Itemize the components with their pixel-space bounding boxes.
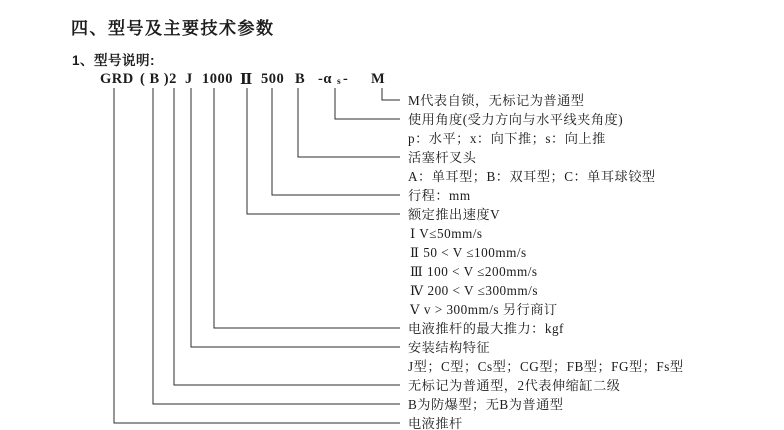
- connector-stage: [174, 88, 400, 385]
- desc-explosion: B为防爆型；无B为普通型: [408, 397, 564, 412]
- code-part-500: 500: [261, 71, 285, 87]
- desc-stroke: 行程：mm: [408, 188, 471, 203]
- desc-speed-1: Ⅰ V≤50mm/s: [410, 226, 483, 241]
- desc-speed-4: Ⅳ 200 < V ≤300mm/s: [410, 283, 538, 298]
- code-part-dash: -: [343, 71, 349, 87]
- connector-fork: [298, 88, 400, 157]
- connector-explosion: [153, 88, 400, 404]
- connector-m: [382, 88, 400, 100]
- code-part-alpha-sub: s: [337, 77, 341, 87]
- connector-stroke: [272, 88, 400, 195]
- connector-structure: [191, 88, 400, 347]
- desc-speed-5: Ⅴ v > 300mm/s 另行商订: [410, 302, 558, 317]
- desc-piston-fork: 活塞杆叉头: [408, 150, 477, 165]
- connector-product: [114, 88, 400, 423]
- code-part-m: M: [371, 71, 386, 87]
- desc-structure-types: J型；C型；Cs型；CG型；FB型；FG型；Fs型: [408, 359, 684, 374]
- desc-speed-3: Ⅲ 100 < V ≤200mm/s: [410, 264, 538, 279]
- code-part-b2: ( B )2: [140, 71, 177, 87]
- desc-max-force: 电液推杆的最大推力：kgf: [408, 321, 564, 336]
- desc-product-name: 电液推杆: [408, 416, 463, 430]
- desc-self-lock: M代表自锁，无标记为普通型: [408, 93, 585, 108]
- desc-fork-types: A：单耳型；B：双耳型；C：单耳球铰型: [408, 169, 656, 184]
- code-part-1000: 1000: [202, 71, 233, 87]
- connector-force: [214, 88, 400, 328]
- desc-rated-speed: 额定推出速度V: [408, 207, 501, 222]
- connector-alpha: [335, 88, 400, 119]
- subsection-title: 1、型号说明:: [72, 53, 156, 68]
- code-part-j: J: [185, 71, 193, 87]
- section-title: 四、型号及主要技术参数: [71, 19, 275, 38]
- desc-use-angle: 使用角度(受力方向与水平线夹角度): [408, 112, 624, 127]
- desc-speed-2: Ⅱ 50 < V ≤100mm/s: [410, 245, 527, 260]
- desc-stage: 无标记为普通型，2代表伸缩缸二级: [408, 378, 621, 393]
- code-part-grd: GRD: [100, 71, 134, 87]
- code-part-alpha: -α: [318, 71, 332, 87]
- code-part-b: B: [295, 71, 306, 87]
- desc-angle-codes: p：水平；x：向下推；s：向上推: [408, 131, 606, 146]
- code-part-roman: Ⅱ: [240, 72, 253, 88]
- desc-structure: 安装结构特征: [408, 340, 491, 355]
